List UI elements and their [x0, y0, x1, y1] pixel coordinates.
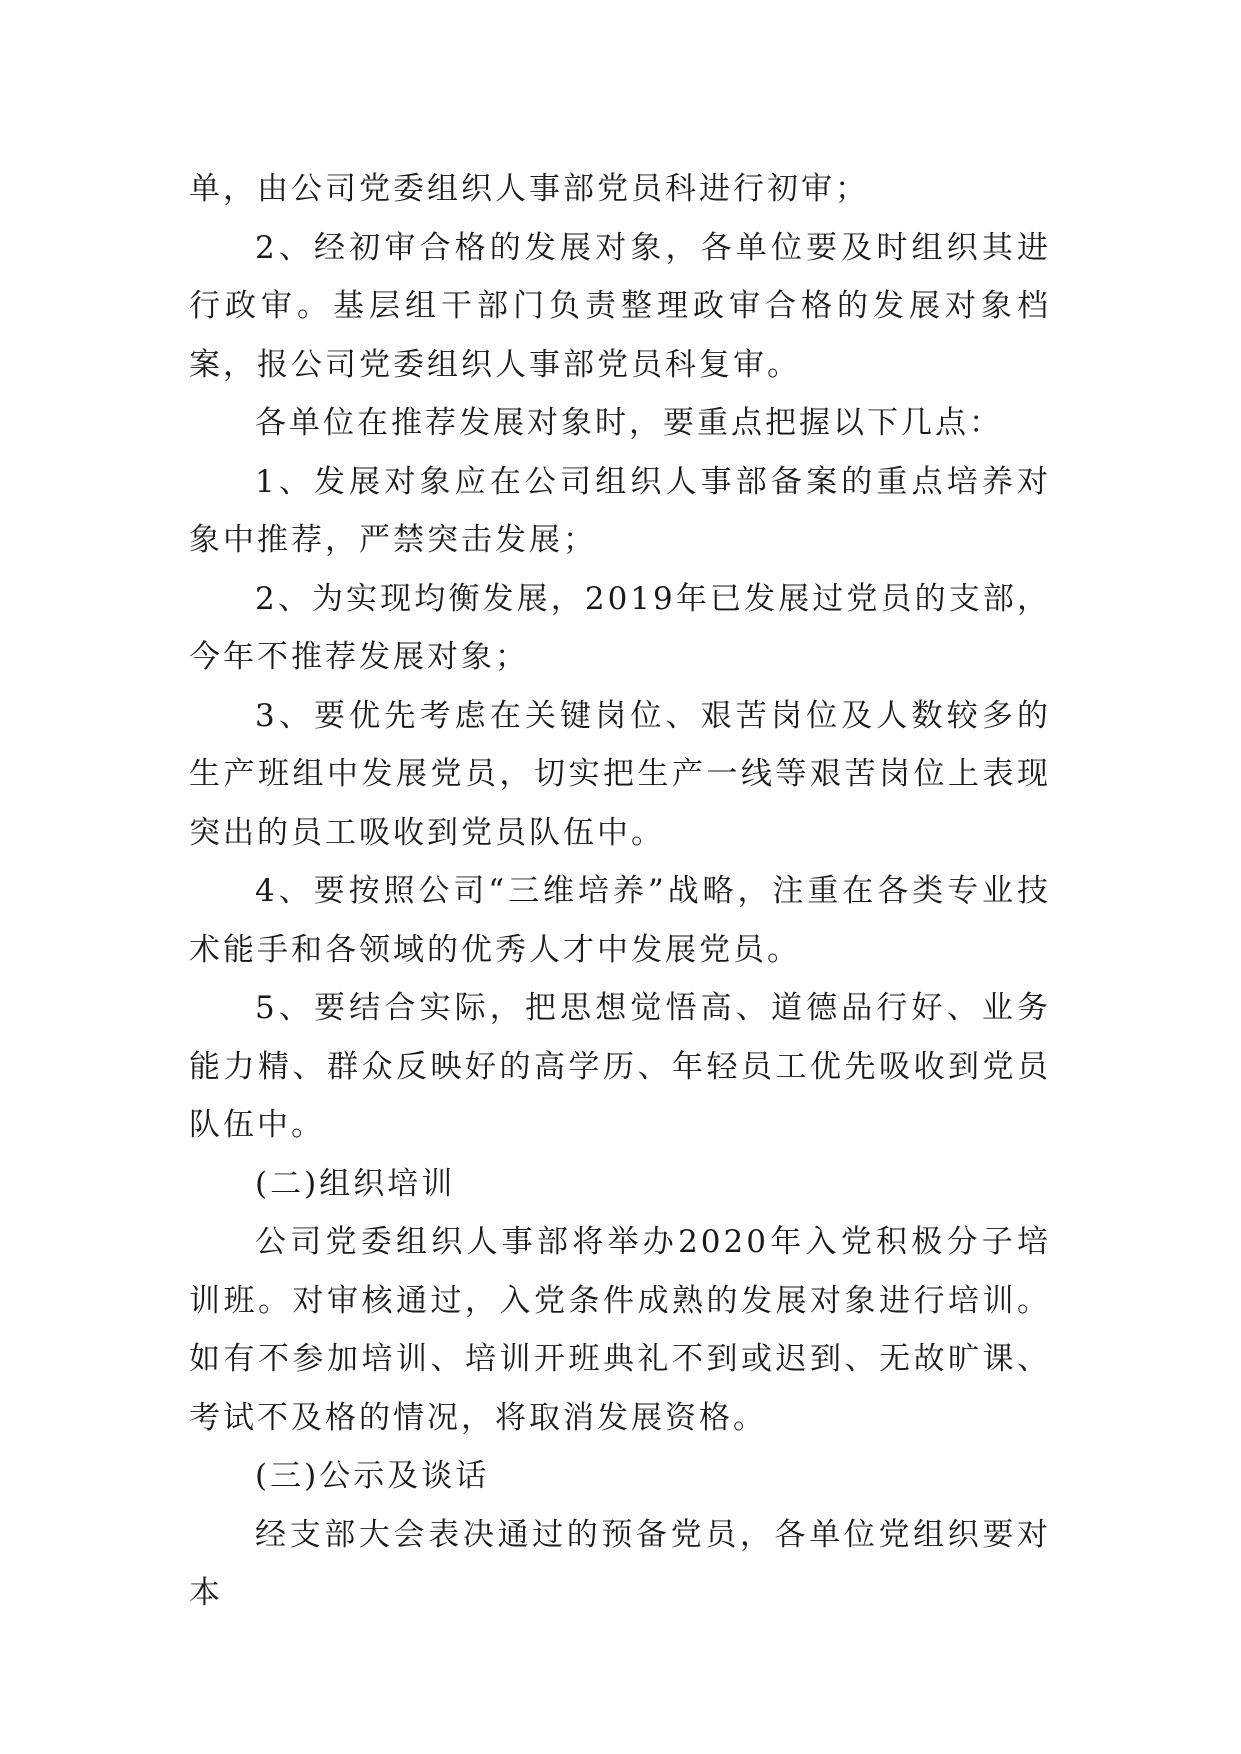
paragraph-point-2: 2、为实现均衡发展，2019年已发展过党员的支部，今年不推荐发展对象；	[189, 580, 1051, 675]
paragraph-continuation: 单，由公司党委组织人事部党员科进行初审；	[189, 171, 869, 207]
paragraph-point-1: 1、发展对象应在公司组织人事部备案的重点培养对象中推荐，严禁突击发展；	[189, 463, 1051, 558]
paragraph-point-5: 5、要结合实际，把思想觉悟高、道德品行好、业务能力精、群众反映好的高学历、年轻员工优先吸收到党员队伍中。	[189, 990, 1051, 1143]
document-body	[189, 160, 1051, 1623]
paragraph-training: 公司党委组织人事部将举办2020年入党积极分子培训班。对审核通过，入党条件成熟的发展对象进行培训。如有不参加培训、培训开班典礼不到或迟到、无故旷课、考试不及格的情况，将取消发展资格。	[189, 1224, 1051, 1436]
paragraph-point-4: 4、要按照公司“三维培养”战略，注重在各类专业技术能手和各领域的优秀人才中发展党员。	[189, 873, 1051, 968]
paragraph-publicity: 经支部大会表决通过的预备党员，各单位党组织要对本	[189, 1516, 1051, 1611]
section-heading-publicity: (三)公示及谈话	[255, 1458, 490, 1494]
paragraph-item-2-review: 2、经初审合格的发展对象，各单位要及时组织其进行政审。基层组干部门负责整理政审合格的发展对象档案，报公司党委组织人事部党员科复审。	[189, 229, 1051, 383]
paragraph-key-points-intro: 各单位在推荐发展对象时，要重点把握以下几点：	[255, 405, 1003, 441]
section-heading-training: (二)组织培训	[255, 1165, 456, 1202]
paragraph-point-3: 3、要优先考虑在关键岗位、艰苦岗位及人数较多的生产班组中发展党员，切实把生产一线等艰苦岗位上表现突出的员工吸收到党员队伍中。	[189, 697, 1051, 851]
